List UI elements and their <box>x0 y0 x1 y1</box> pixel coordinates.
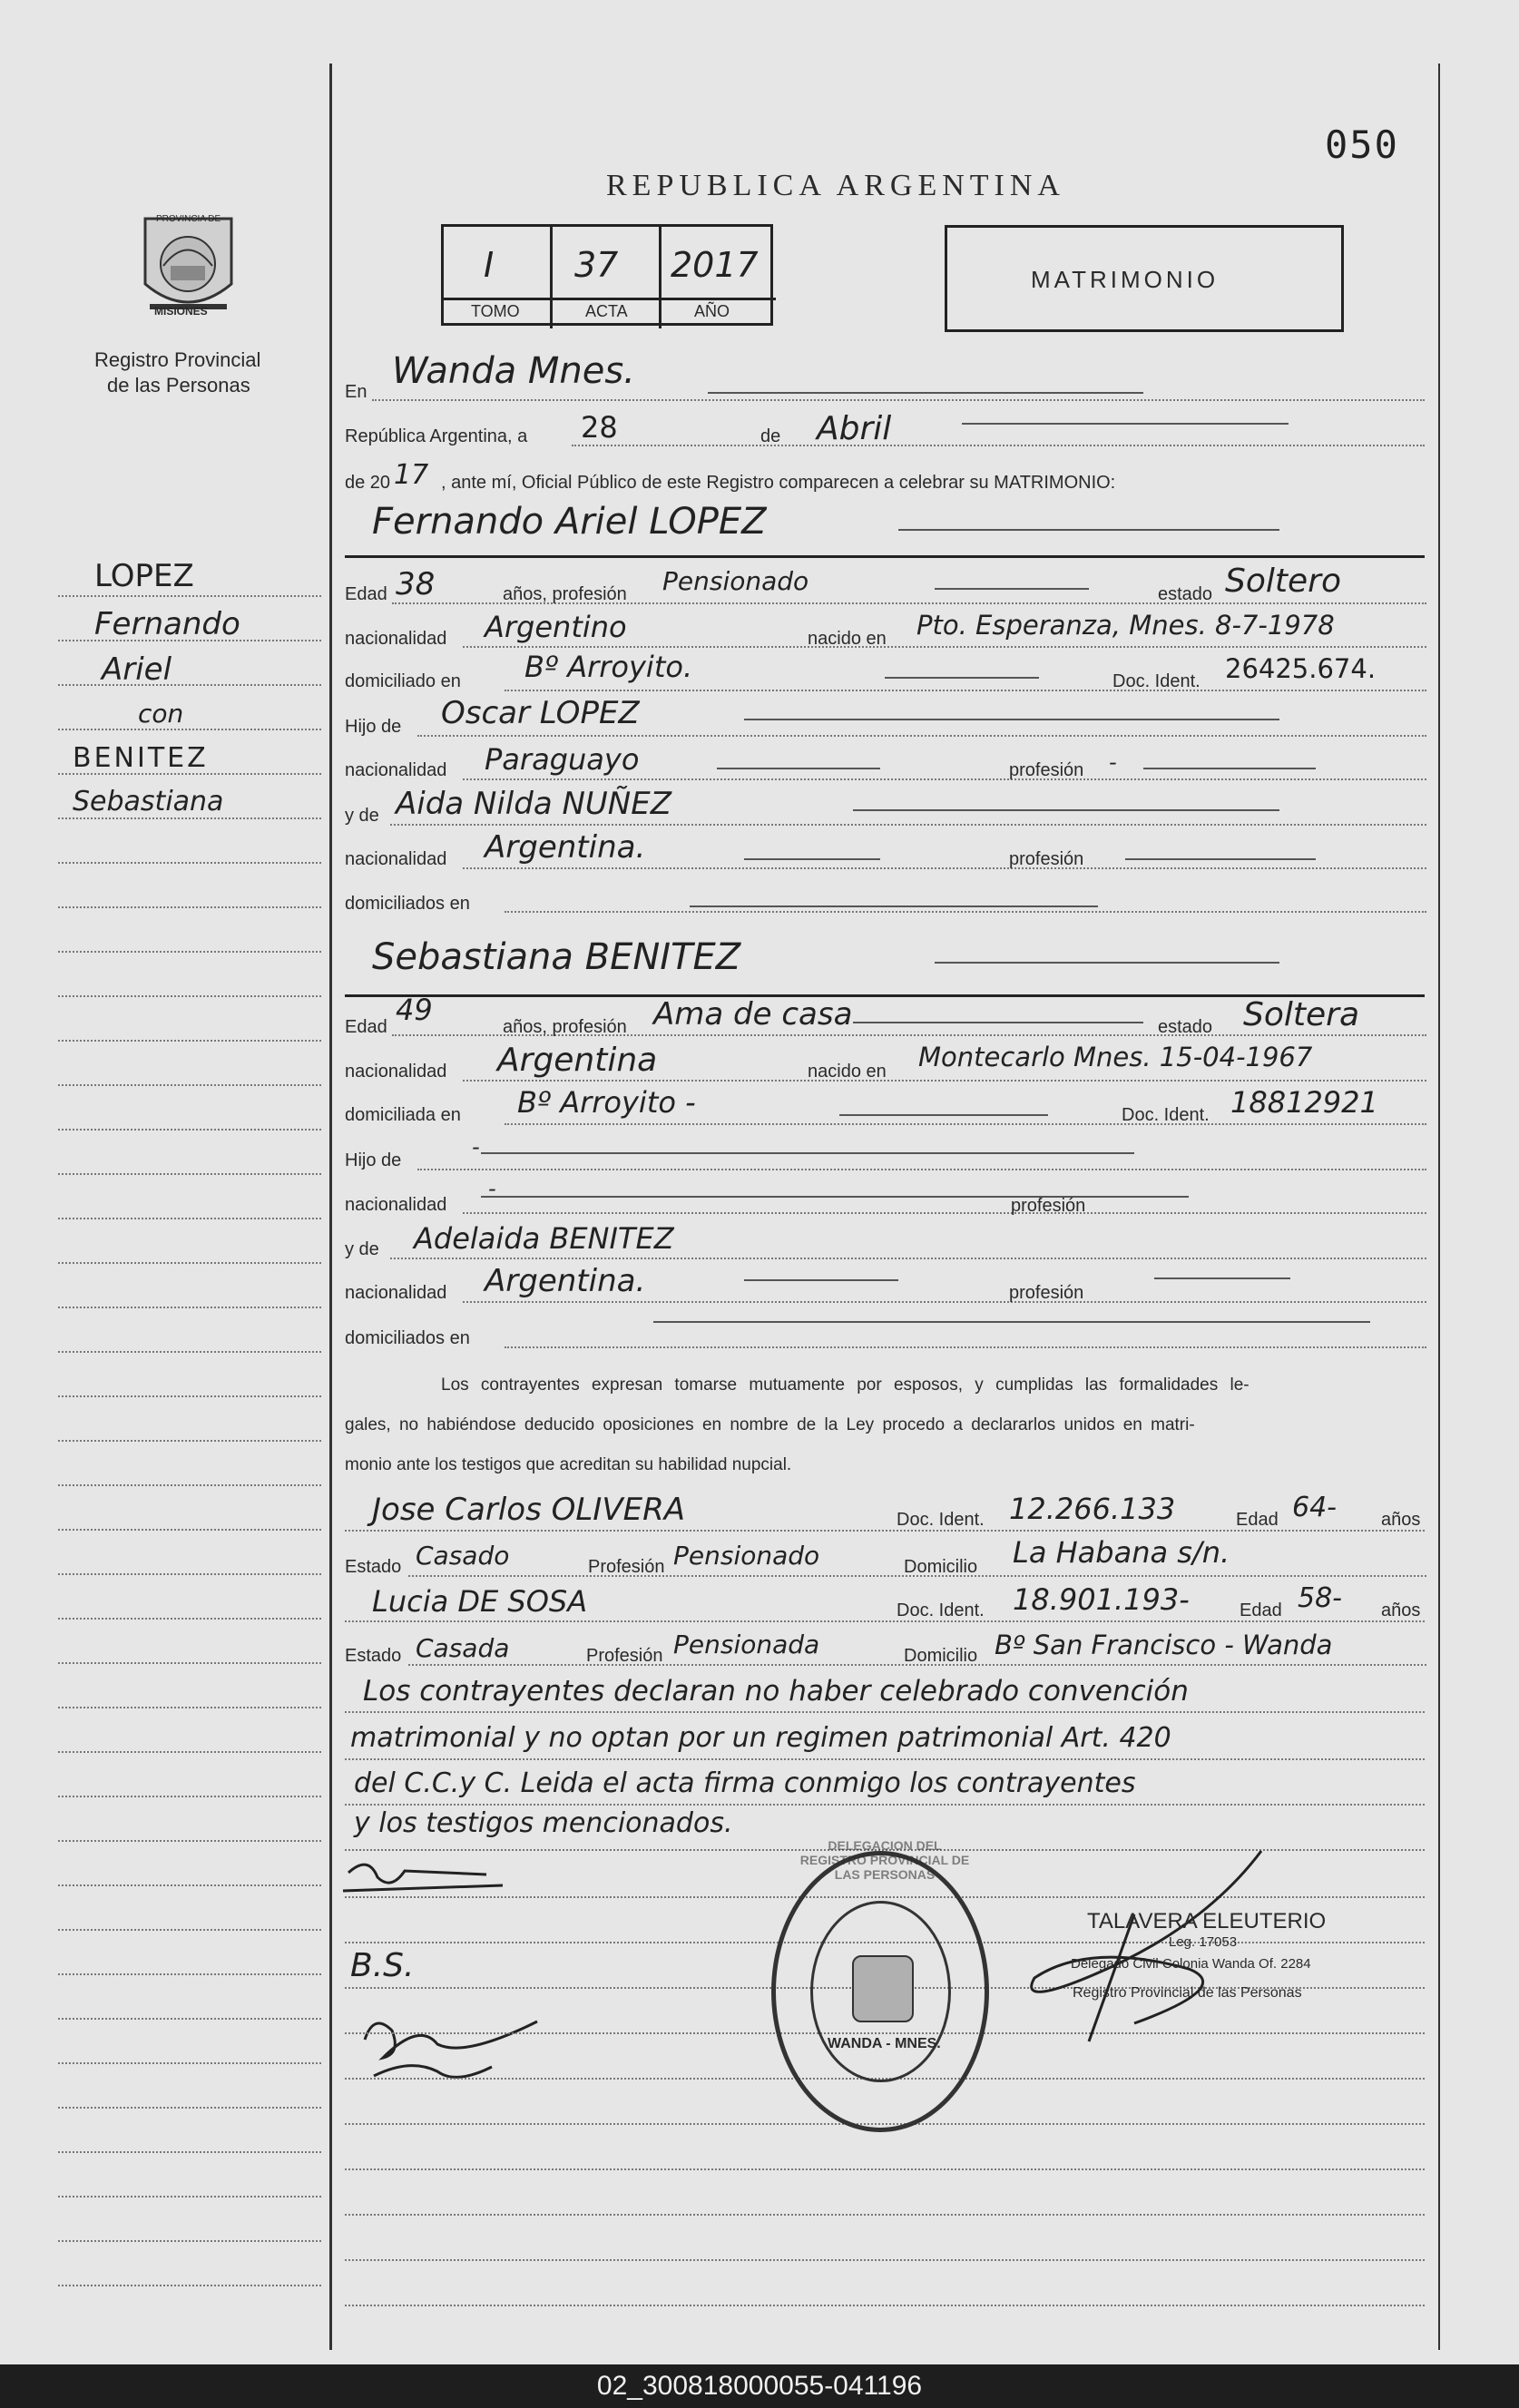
margin-rule-line <box>58 1751 321 1753</box>
bride-yde-label: y de <box>345 1239 379 1259</box>
bride-nacido-label: nacido en <box>808 1062 887 1082</box>
bride-doc: 18812921 <box>1230 1085 1378 1120</box>
margin-rule-line <box>58 1484 321 1486</box>
signature-bs: B.S. <box>350 1947 415 1984</box>
seal-emblem <box>852 1955 914 2022</box>
margin-rule-line <box>58 684 321 686</box>
groom-domicilio: Bº Arroyito. <box>524 650 693 684</box>
bride-padre-nac-label: nacionalidad <box>345 1195 447 1215</box>
margin-rule-line <box>58 2196 321 2198</box>
margin-rule-line <box>58 1173 321 1175</box>
margin-rule-line <box>58 906 321 908</box>
witness2-name: Lucia DE SOSA <box>372 1584 588 1619</box>
margin-rule-line <box>58 1573 321 1575</box>
witness2-dom-label: Domicilio <box>904 1646 978 1666</box>
margin-rule-line <box>58 817 321 819</box>
bride-profesion: Ama de casa <box>653 996 853 1033</box>
bride-padre-nac: - <box>488 1176 496 1201</box>
witness1-profesion: Pensionado <box>673 1541 820 1571</box>
margin-surname: LOPEZ <box>94 558 194 594</box>
bride-domiciliados-label: domiciliados en <box>345 1328 470 1348</box>
tomo-label: TOMO <box>471 302 520 320</box>
groom-estado: Soltero <box>1225 563 1341 600</box>
margin-middlename: Ariel <box>102 651 172 688</box>
witness1-doc-label: Doc. Ident. <box>897 1510 985 1530</box>
issuer-line2: de las Personas <box>107 374 250 396</box>
bride-madre: Adelaida BENITEZ <box>414 1221 674 1256</box>
witness1-anos-label: años <box>1381 1510 1421 1530</box>
de-label: de <box>760 426 781 446</box>
bride-madre-nac: Argentina. <box>485 1263 646 1299</box>
groom-nacido: Pto. Esperanza, Mnes. 8-7-1978 <box>916 610 1335 641</box>
margin-rule-line <box>58 862 321 864</box>
page-number: 050 <box>1325 122 1399 167</box>
witness2-doc-label: Doc. Ident. <box>897 1600 985 1620</box>
note-line3: del C.C.y C. Leida el acta firma conmigo los contrayentes <box>354 1767 1136 1799</box>
groom-madre: Aida Nilda NUÑEZ <box>396 786 672 822</box>
margin-rule-line <box>58 2062 321 2064</box>
groom-nacionalidad: Argentino <box>485 610 627 644</box>
margin-rule-line <box>58 2151 321 2153</box>
acta-value: 37 <box>574 245 619 285</box>
witness2-edad-label: Edad <box>1240 1600 1282 1620</box>
witness2-prof-label: Profesión <box>586 1646 663 1666</box>
witness2-edad: 58- <box>1298 1582 1342 1614</box>
acta-label: ACTA <box>585 302 628 320</box>
groom-padre-nac-label: nacionalidad <box>345 760 447 780</box>
margin-rule-line <box>58 1129 321 1131</box>
groom-estado-label: estado <box>1158 584 1213 604</box>
margin-rule-line <box>58 1084 321 1086</box>
groom-padre: Oscar LOPEZ <box>441 695 640 731</box>
act-type-label: MATRIMONIO <box>1031 266 1220 293</box>
margin-rule-line <box>58 1707 321 1708</box>
margin-rule-line <box>58 1618 321 1620</box>
groom-nac-label: nacionalidad <box>345 629 447 649</box>
registry-box <box>441 224 773 326</box>
groom-dom-label: domiciliado en <box>345 671 461 691</box>
margin-bride-name: Sebastiana <box>73 786 224 817</box>
anio-value: 2017 <box>671 245 759 285</box>
year-prefix: de 20 <box>345 473 391 493</box>
bride-estado: Soltera <box>1243 996 1360 1033</box>
declaration-line1: Los contrayentes expresan tomarse mutuamente por esposos, y cumplidas las formalidades le- <box>441 1375 1250 1395</box>
margin-rule-line <box>58 595 321 597</box>
bride-estado-label: estado <box>1158 1017 1213 1037</box>
margin-rule-line <box>58 1529 321 1531</box>
groom-domiciliados-label: domiciliados en <box>345 894 470 914</box>
margin-rule-line <box>58 773 321 775</box>
bride-padre-prof-label: profesión <box>1011 1196 1086 1216</box>
margin-rule-line <box>58 1040 321 1042</box>
bride-nacido: Montecarlo Mnes. 15-04-1967 <box>918 1042 1313 1072</box>
groom-padre-prof: - <box>1109 749 1117 775</box>
margin-rule-line <box>58 2107 321 2109</box>
margin-rule-line <box>58 1218 321 1219</box>
declaration-line3: monio ante los testigos que acreditan su habilidad nupcial. <box>345 1455 792 1474</box>
witness1-dom-label: Domicilio <box>904 1557 978 1577</box>
tomo-value: I <box>484 245 495 285</box>
witness1-name: Jose Carlos OLIVERA <box>372 1492 685 1528</box>
witness2-anos-label: años <box>1381 1600 1421 1620</box>
witness1-estado: Casado <box>416 1541 510 1571</box>
margin-rule-line <box>58 729 321 730</box>
margin-rule-line <box>58 1440 321 1442</box>
margin-rule-line <box>58 1796 321 1797</box>
groom-edad: 38 <box>396 566 436 602</box>
groom-nacido-label: nacido en <box>808 629 887 649</box>
day-value: 28 <box>581 410 618 445</box>
witness1-doc: 12.266.133 <box>1009 1492 1176 1526</box>
margin-rule-line <box>58 1395 321 1397</box>
note-line4: y los testigos mencionados. <box>354 1807 733 1839</box>
margin-rule-line <box>58 1973 321 1975</box>
witness2-doc: 18.901.193- <box>1013 1582 1190 1617</box>
margin-rule-line <box>58 1307 321 1308</box>
bride-anos-label: años, profesión <box>503 1017 627 1037</box>
margin-bride-surname: BENITEZ <box>73 742 209 774</box>
margin-rule-line <box>58 1884 321 1886</box>
margin-divider <box>329 64 332 2350</box>
margin-rule-line <box>58 2018 321 2020</box>
witness2-estado: Casada <box>416 1633 510 1663</box>
groom-doc: 26425.674. <box>1225 653 1377 684</box>
official-org: Registro Provincial de las Personas <box>1073 1985 1302 2001</box>
groom-madre-prof-label: profesión <box>1009 849 1084 869</box>
bride-hijo-label: Hijo de <box>345 1150 402 1170</box>
groom-edad-label: Edad <box>345 584 387 604</box>
bride-edad-label: Edad <box>345 1017 387 1037</box>
right-border <box>1438 64 1440 2350</box>
bride-madre-nac-label: nacionalidad <box>345 1283 447 1303</box>
anio-label: AÑO <box>694 302 730 320</box>
official-role: Delegado Civil Colonia Wanda Of. 2284 <box>1071 1956 1311 1972</box>
groom-padre-nac: Paraguayo <box>485 742 640 777</box>
witness1-prof-label: Profesión <box>588 1557 665 1577</box>
witness2-profesion: Pensionada <box>673 1630 820 1659</box>
groom-madre-nac-label: nacionalidad <box>345 849 447 869</box>
bride-madre-prof-label: profesión <box>1009 1283 1084 1303</box>
bride-dom-label: domiciliada en <box>345 1105 461 1125</box>
margin-rule-line <box>58 1929 321 1931</box>
margin-con: con <box>138 699 184 729</box>
note-line1: Los contrayentes declaran no haber celebrado convención <box>363 1675 1189 1708</box>
intro-text: , ante mí, Oficial Público de este Registro comparecen a celebrar su MATRIMONIO: <box>441 473 1116 493</box>
bride-nac-label: nacionalidad <box>345 1062 447 1082</box>
witness1-domicilio: La Habana s/n. <box>1013 1535 1230 1570</box>
margin-rule-line <box>58 640 321 641</box>
groom-hijo-label: Hijo de <box>345 717 402 737</box>
issuer-line1: Registro Provincial <box>94 348 261 371</box>
bride-nacionalidad: Argentina <box>497 1042 658 1079</box>
republica-label: República Argentina, a <box>345 426 528 446</box>
witness1-edad-label: Edad <box>1236 1510 1279 1530</box>
declaration-line2: gales, no habiéndose deducido oposiciones en nombre de la Ley procedo a declararlos unidos en matri- <box>345 1415 1195 1434</box>
place-value: Wanda Mnes. <box>392 350 635 392</box>
margin-rule-line <box>58 1351 321 1353</box>
margin-rule-line <box>58 1662 321 1664</box>
bride-domicilio: Bº Arroyito - <box>517 1085 696 1120</box>
bride-name: Sebastiana BENITEZ <box>372 936 741 978</box>
groom-doc-label: Doc. Ident. <box>1112 671 1200 691</box>
margin-rule-line <box>58 995 321 997</box>
margin-rule-line <box>58 951 321 953</box>
groom-padre-prof-label: profesión <box>1009 760 1084 780</box>
groom-yde-label: y de <box>345 806 379 826</box>
bride-doc-label: Doc. Ident. <box>1122 1105 1210 1125</box>
signature-2 <box>356 2003 555 2099</box>
groom-name: Fernando Ariel LOPEZ <box>372 501 767 543</box>
witness2-domicilio: Bº San Francisco - Wanda <box>995 1630 1333 1660</box>
year-suffix: 17 <box>394 459 429 491</box>
month-value: Abril <box>817 410 892 447</box>
witness2-estado-label: Estado <box>345 1646 402 1666</box>
groom-anos-label: años, profesión <box>503 584 627 604</box>
margin-firstname: Fernando <box>94 606 240 642</box>
note-line2: matrimonial y no optan por un regimen patrimonial Art. 420 <box>350 1722 1171 1754</box>
act-type-box <box>945 225 1344 332</box>
en-label: En <box>345 382 368 402</box>
logo-top-text: PROVINCIA DE <box>156 214 221 224</box>
groom-madre-nac: Argentina. <box>485 829 646 866</box>
groom-profesion: Pensionado <box>662 566 809 596</box>
witness1-estado-label: Estado <box>345 1557 402 1577</box>
seal-ring-text: DELEGACION DEL REGISTRO PROVINCIAL DE LAS PERSONAS <box>799 1838 970 1882</box>
margin-rule-line <box>58 1840 321 1842</box>
margin-rule-line <box>58 2285 321 2286</box>
official-leg: Leg. 17053 <box>1169 1934 1238 1950</box>
page-title: REPUBLICA ARGENTINA <box>606 169 1065 202</box>
margin-rule-line <box>58 1262 321 1264</box>
official-name: TALAVERA ELEUTERIO <box>1087 1909 1327 1933</box>
bride-padre: - <box>472 1134 480 1160</box>
witness1-edad: 64- <box>1292 1492 1337 1523</box>
seal-bottom-text: WANDA - MNES. <box>828 2036 941 2051</box>
bride-edad: 49 <box>396 993 433 1027</box>
logo-bottom-text: MISIONES <box>154 305 208 318</box>
document-id-footer: 02_300818000055-041196 <box>0 2364 1519 2408</box>
margin-rule-line <box>58 2240 321 2242</box>
